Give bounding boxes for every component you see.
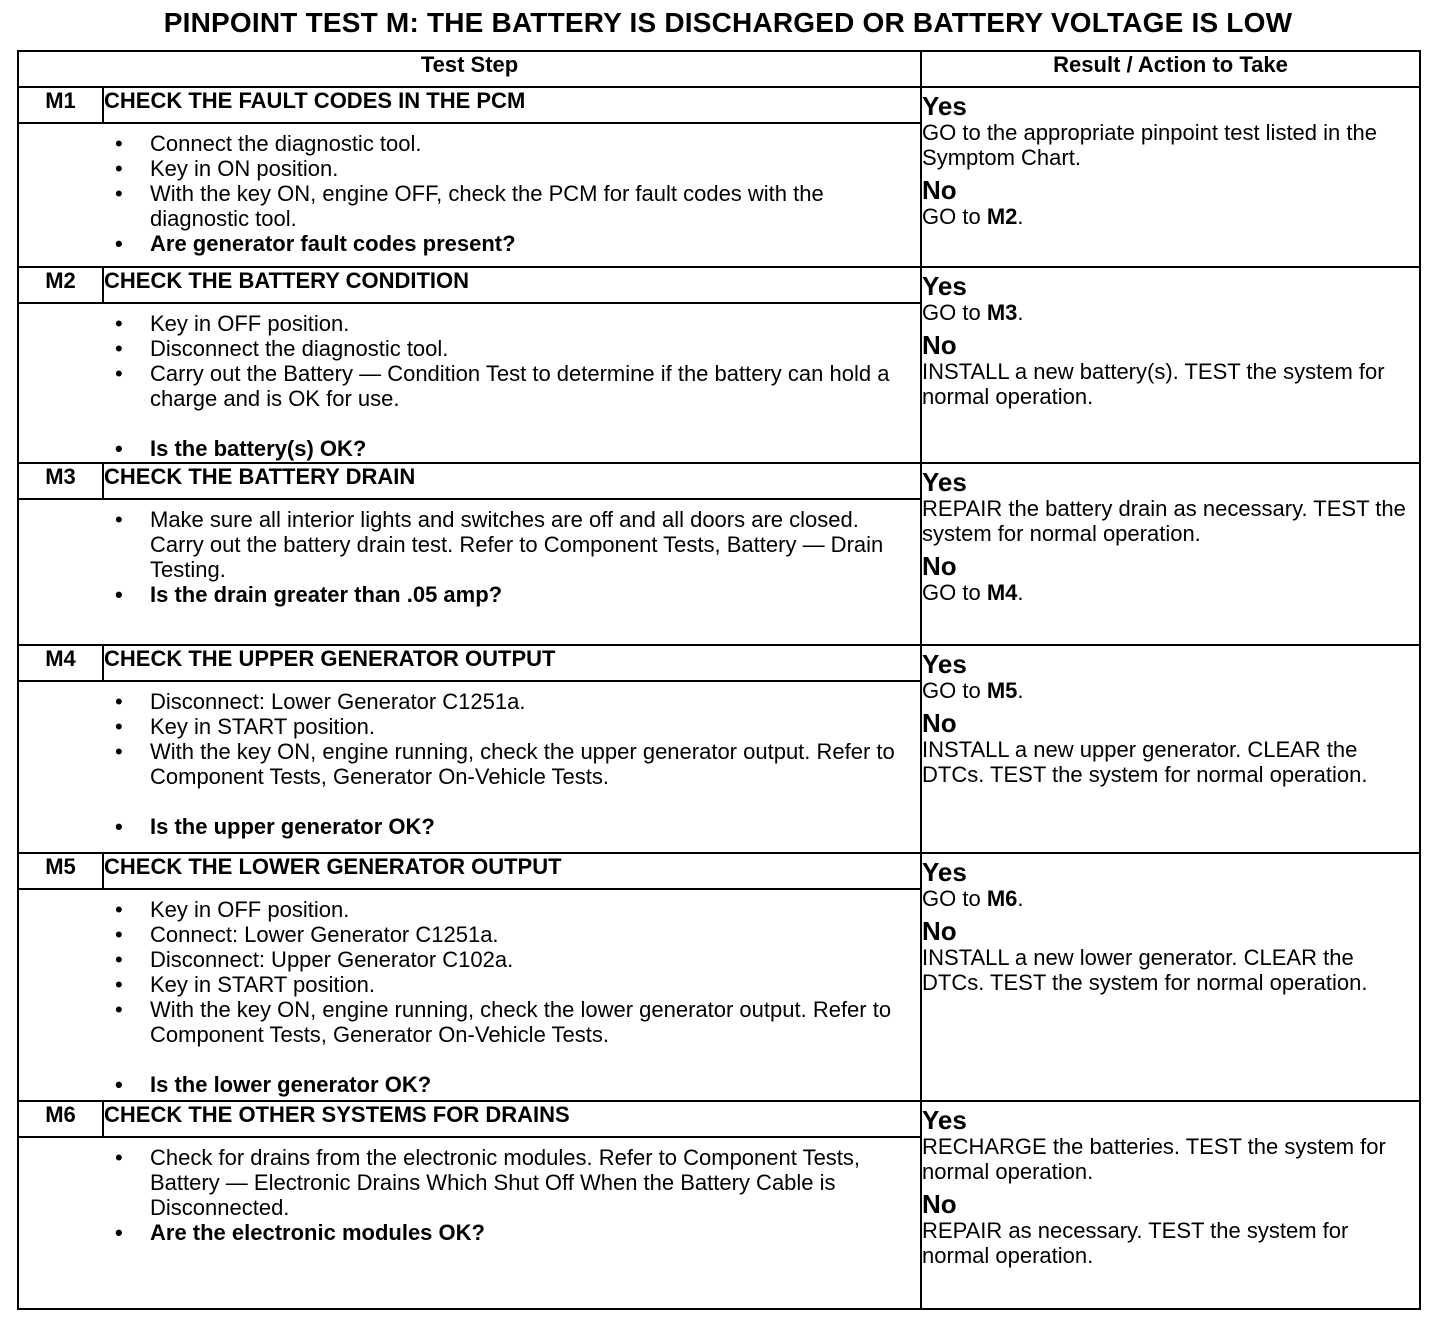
header-row (18, 51, 1420, 87)
step-m1 (18, 87, 1420, 267)
test-step-header: Test Step (18, 51, 921, 87)
list-item: • Connect: Lower Generator C1251a. (115, 922, 499, 947)
yes-label: Yes (922, 649, 967, 679)
step-m5 (18, 853, 1420, 1101)
yes-action: GO to M5. (922, 678, 1024, 703)
list-item: • Check for drains from the electronic modules. Refer to Component Tests, Battery — Electronic Drains Which Shut Off When the Battery Cable is Disconnected. (115, 1145, 861, 1220)
page-title: PINPOINT TEST M: THE BATTERY IS DISCHARGED OR BATTERY VOLTAGE IS LOW (163, 7, 1293, 38)
list-item: • With the key ON, engine OFF, check the PCM for fault codes with the diagnostic tool. (115, 181, 824, 231)
step-id: M6 (18, 1101, 103, 1137)
step-id: M3 (18, 463, 103, 499)
step-body (18, 681, 921, 853)
step-result (921, 87, 1420, 267)
no-label: No (922, 1189, 957, 1219)
step-reference-link: M5 (986, 678, 1018, 703)
yes-action: REPAIR the battery drain as necessary. TEST the system for normal operation. (922, 496, 1406, 546)
step-m3 (18, 463, 1420, 645)
step-m4 (18, 645, 1420, 853)
step-body (18, 889, 921, 1101)
no-label: No (922, 175, 957, 205)
list-item: • Connect the diagnostic tool. (115, 131, 422, 156)
step-id: M2 (18, 267, 103, 303)
no-action: INSTALL a new battery(s). TEST the system for normal operation. (922, 359, 1385, 409)
list-item: • Carry out the Battery — Condition Test to determine if the battery can hold a charge and is OK for use. (115, 361, 890, 411)
question-item: • Are the electronic modules OK? (115, 1220, 485, 1245)
question-item: • Is the upper generator OK? (115, 814, 435, 839)
list-item: • Key in ON position. (115, 156, 339, 181)
step-result (921, 645, 1420, 853)
list-item: • Key in OFF position. (115, 897, 350, 922)
list-item: • Disconnect the diagnostic tool. (115, 336, 449, 361)
step-reference-link: M2 (986, 204, 1018, 229)
no-action: INSTALL a new lower generator. CLEAR the DTCs. TEST the system for normal operation. (922, 945, 1368, 995)
step-body (18, 499, 921, 645)
step-title: CHECK THE BATTERY DRAIN (103, 463, 921, 499)
yes-label: Yes (922, 467, 967, 497)
yes-label: Yes (922, 271, 967, 301)
step-title: CHECK THE FAULT CODES IN THE PCM (103, 87, 921, 123)
no-label: No (922, 330, 957, 360)
yes-label: Yes (922, 857, 967, 887)
step-id: M4 (18, 645, 103, 681)
list-item: • Key in START position. (115, 972, 375, 997)
question-item: • Is the battery(s) OK? (115, 436, 367, 461)
yes-action: RECHARGE the batteries. TEST the system for normal operation. (922, 1134, 1386, 1184)
step-result (921, 463, 1420, 645)
question-item: • Is the lower generator OK? (115, 1072, 432, 1097)
step-result (921, 853, 1420, 1101)
step-body (18, 1137, 921, 1309)
step-title: CHECK THE UPPER GENERATOR OUTPUT (103, 645, 921, 681)
step-id: M1 (18, 87, 103, 123)
yes-action: GO to the appropriate pinpoint test listed in the Symptom Chart. (922, 120, 1377, 170)
question-item: • Are generator fault codes present? (115, 231, 516, 256)
result-header: Result / Action to Take (921, 51, 1420, 87)
list-item: • With the key ON, engine running, check the lower generator output. Refer to Component Tests, Generator On-Vehicle Tests. (115, 997, 892, 1047)
list-item: • Disconnect: Lower Generator C1251a. (115, 689, 526, 714)
step-result (921, 267, 1420, 463)
step-title: CHECK THE OTHER SYSTEMS FOR DRAINS (103, 1101, 921, 1137)
list-item: • Make sure all interior lights and switches are off and all doors are closed. Carry out the battery drain test. Refer to Component Tests, Battery — Drain Testing. (115, 507, 884, 582)
step-body (18, 123, 921, 267)
step-id: M5 (18, 853, 103, 889)
step-reference-link: M6 (986, 886, 1018, 911)
step-title: CHECK THE BATTERY CONDITION (103, 267, 921, 303)
no-action: GO to M2. (922, 204, 1024, 229)
list-item: • With the key ON, engine running, check the upper generator output. Refer to Component Tests, Generator On-Vehicle Tests. (115, 739, 895, 789)
step-body (18, 303, 921, 463)
yes-label: Yes (922, 1105, 967, 1135)
list-item: • Disconnect: Upper Generator C102a. (115, 947, 514, 972)
step-reference-link: M4 (986, 580, 1018, 605)
step-title: CHECK THE LOWER GENERATOR OUTPUT (103, 853, 921, 889)
yes-action: GO to M3. (922, 300, 1024, 325)
no-label: No (922, 708, 957, 738)
step-reference-link: M3 (986, 300, 1018, 325)
no-label: No (922, 916, 957, 946)
no-action: GO to M4. (922, 580, 1024, 605)
step-result (921, 1101, 1420, 1309)
no-action: REPAIR as necessary. TEST the system for normal operation. (922, 1218, 1349, 1268)
yes-action: GO to M6. (922, 886, 1024, 911)
question-item: • Is the drain greater than .05 amp? (115, 582, 503, 607)
pinpoint-test-table (17, 50, 1421, 1310)
yes-label: Yes (922, 91, 967, 121)
step-m2 (18, 267, 1420, 463)
list-item: • Key in OFF position. (115, 311, 350, 336)
list-item: • Key in START position. (115, 714, 375, 739)
step-m6 (18, 1101, 1420, 1309)
no-action: INSTALL a new upper generator. CLEAR the DTCs. TEST the system for normal operation. (922, 737, 1368, 787)
no-label: No (922, 551, 957, 581)
